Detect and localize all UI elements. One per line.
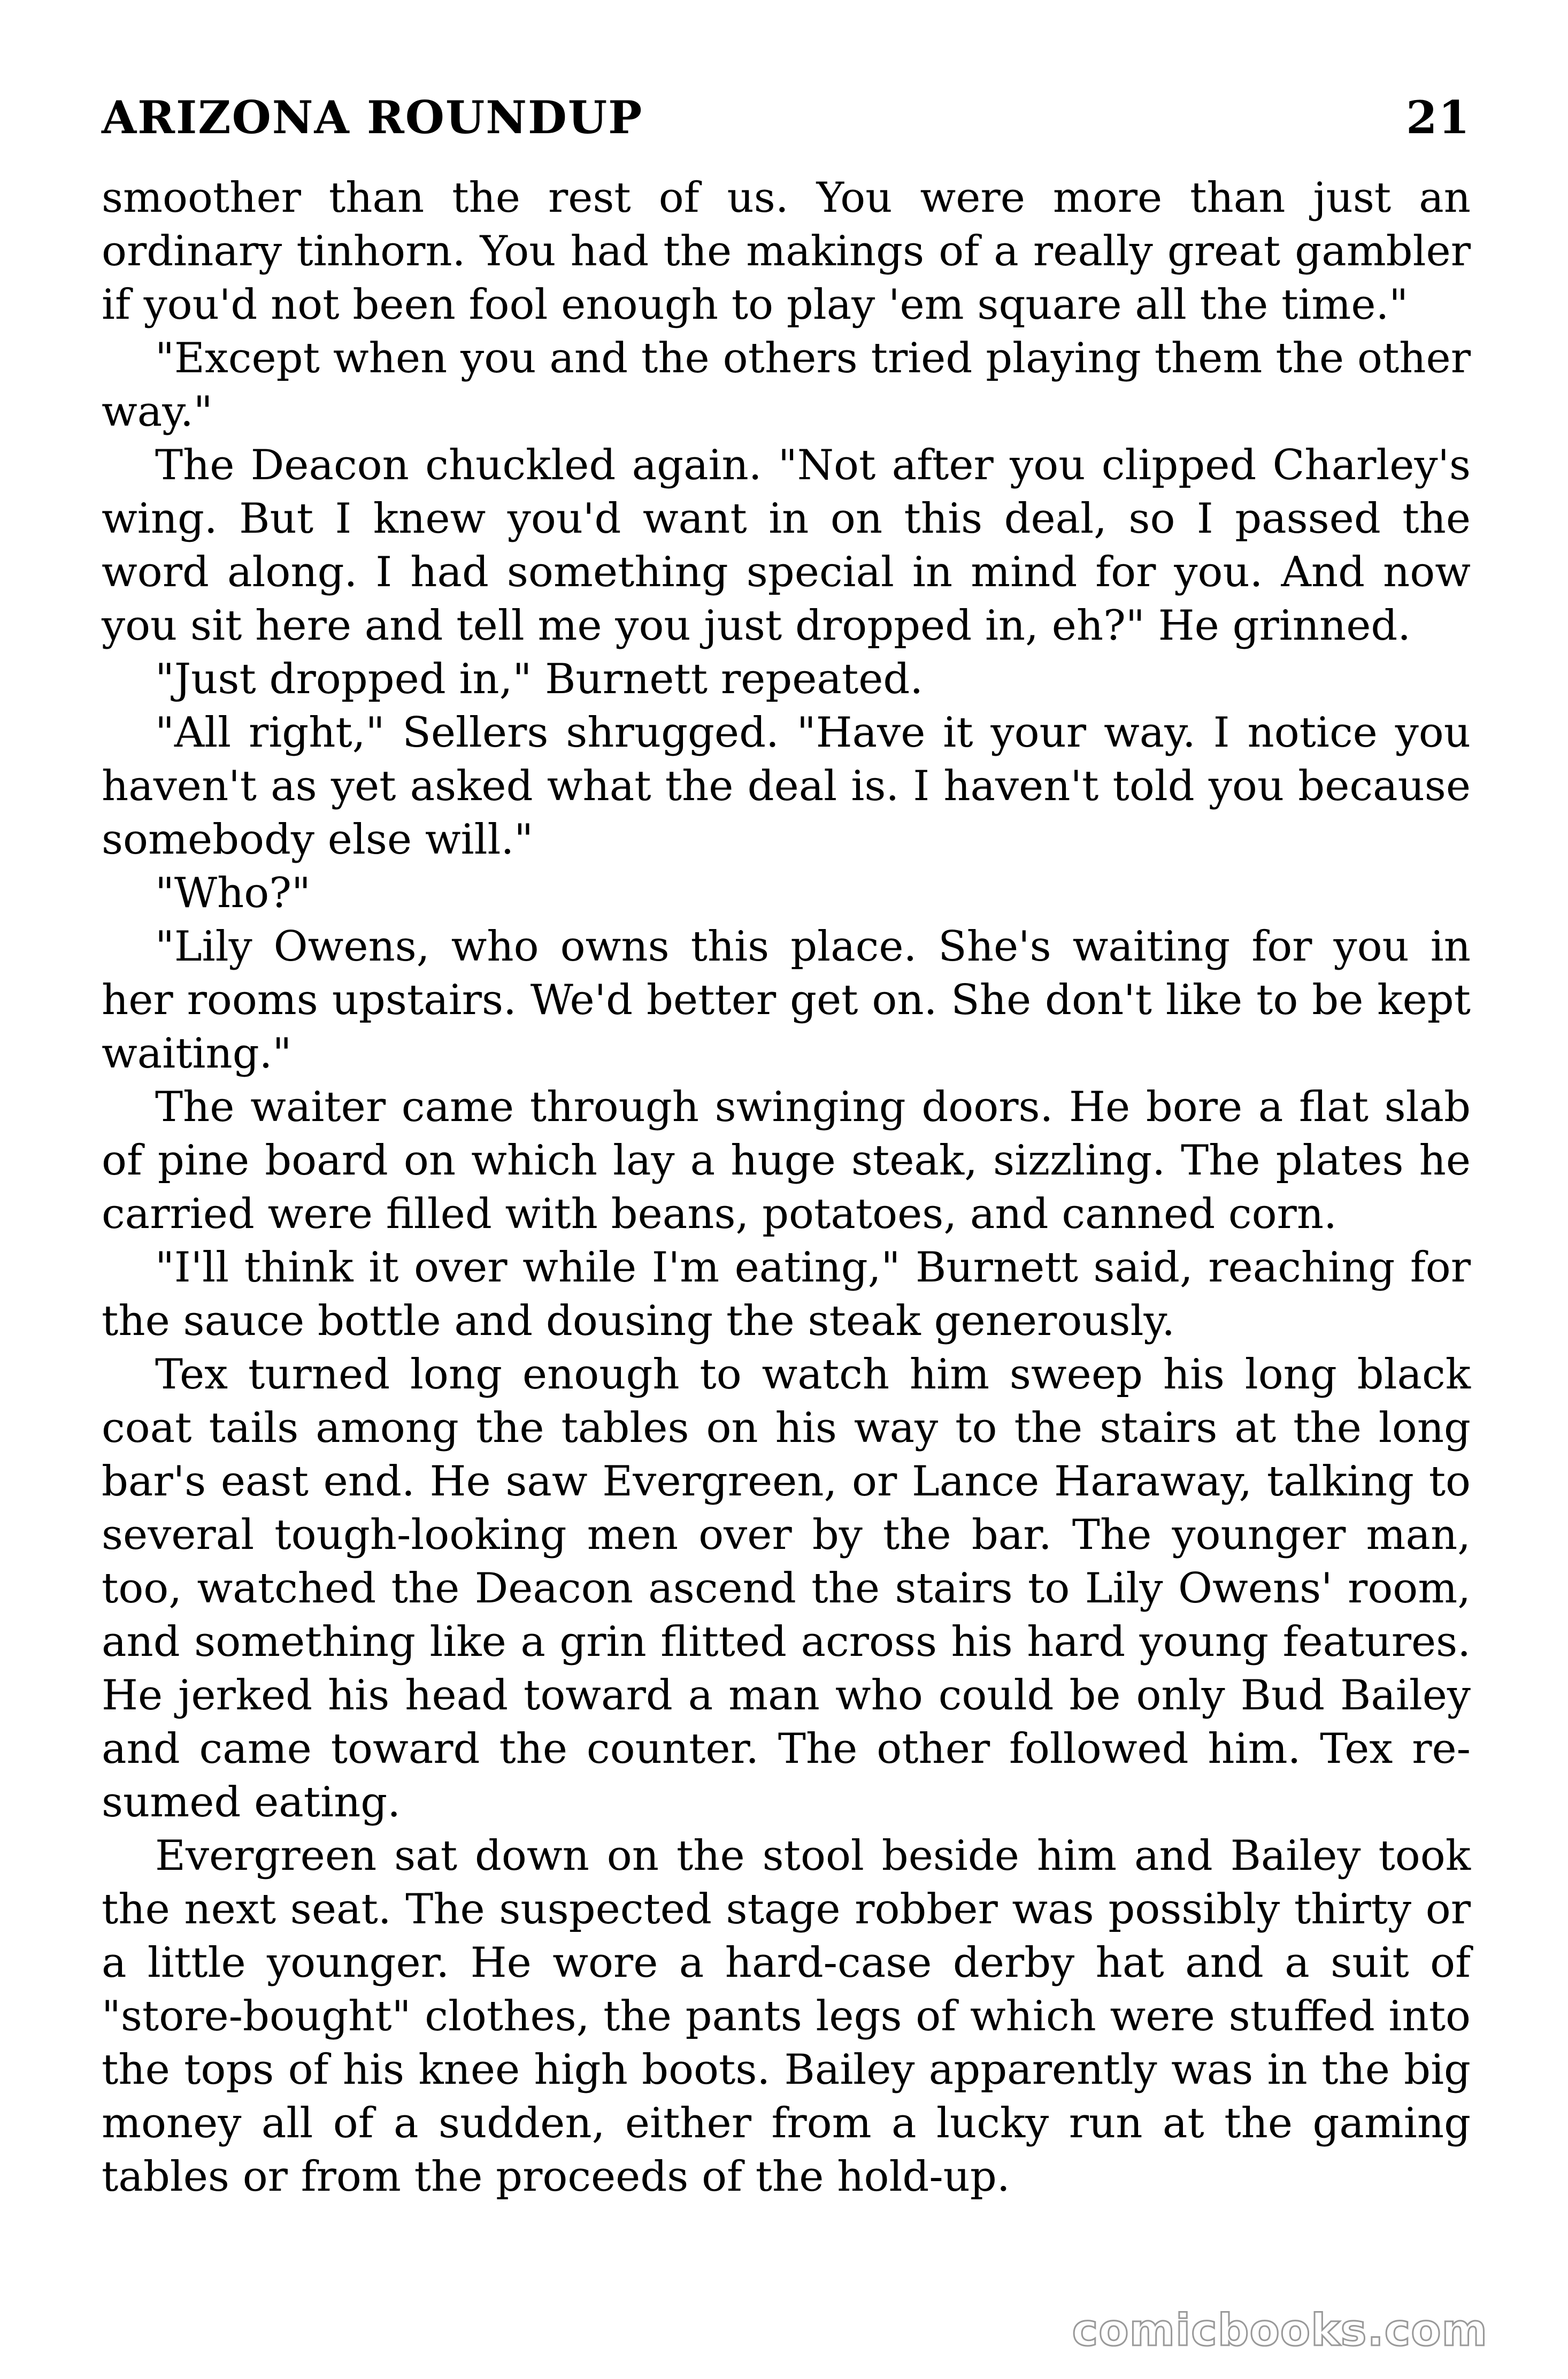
paragraph: Evergreen sat down on the stool beside him and Bailey took the next seat. The suspected stage robber was possibly thirty or a little younger. He wore a hard-case derby hat and a suit of "store-bought" clothes, the pants legs of which were stuffed into the tops of his knee high boots. Bailey apparently was in the big money all of a sudden, either from a lucky run at the gaming tables or from the proceeds of the hold-up. <box>102 1832 1471 2201</box>
paragraph: "Just dropped in," Burnett repeated. <box>155 655 924 703</box>
paragraph: smoother than the rest of us. You were more than just an ordinary tinhorn. You had the makings of a really great gambler if you'd not been fool enough to play 'em square all the time." <box>102 174 1471 329</box>
paragraph: The waiter came through swinging doors. He bore a flat slab of pine board on which lay a huge steak, sizzling. The plates he carried were filled with beans, potatoes, and canned corn. <box>102 1083 1471 1238</box>
paragraph: "Who?" <box>155 869 311 917</box>
running-title: ARIZONA ROUNDUP <box>102 91 643 144</box>
paragraph: "I'll think it over while I'm eating," Burnett said, reaching for the sauce bottle and dousing the steak generously. <box>102 1244 1471 1345</box>
watermark: comicbooks.com <box>1072 2305 1488 2356</box>
running-head <box>102 91 1471 171</box>
paragraph: "All right," Sellers shrugged. "Have it your way. I notice you haven't as yet asked what the deal is. I haven't told you because somebody else will." <box>102 709 1471 864</box>
page-number: 21 <box>1406 91 1471 144</box>
paragraph: "Except when you and the others tried playing them the other way." <box>102 334 1471 436</box>
book-page <box>102 91 1471 2204</box>
paragraph: Tex turned long enough to watch him sweep his long black coat tails among the tables on his way to the stairs at the long bar's east end. He saw Evergreen, or Lance Haraway, talking to several tough-looking men over by the bar. The younger man, too, watched the Deacon ascend the stairs to Lily Owens' room, and something like a grin flitted across his hard young features. He jerked his head toward a man who could be only Bud Bailey and came toward the counter. The other followed him. Tex resumed eating. <box>102 1350 1471 1827</box>
body-text <box>102 171 1471 2204</box>
paragraph: The Deacon chuckled again. "Not after you clipped Charley's wing. But I knew you'd want in on this deal, so I passed the word along. I had something special in mind for you. And now you sit here and tell me you just dropped in, eh?" He grinned. <box>102 441 1471 650</box>
paragraph: "Lily Owens, who owns this place. She's waiting for you in her rooms upstairs. We'd better get on. She don't like to be kept waiting." <box>102 923 1471 1078</box>
